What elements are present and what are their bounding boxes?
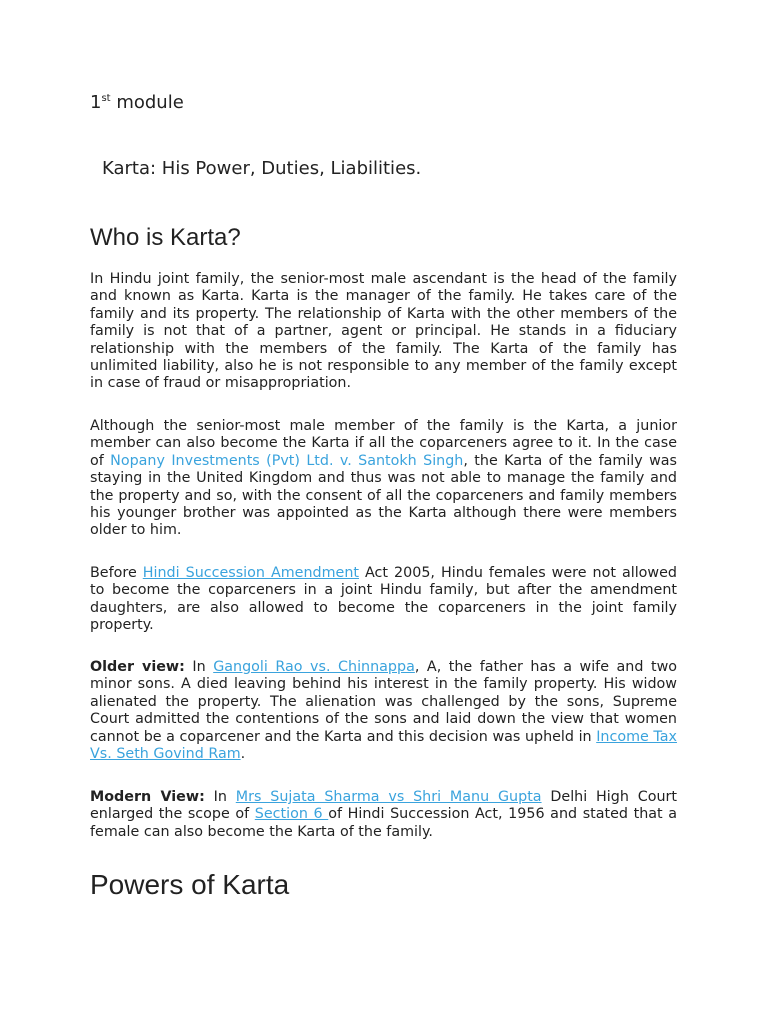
document-subtitle: Karta: His Power, Duties, Liabilities. [102, 158, 422, 179]
modern-view-label: Modern View: [90, 789, 205, 805]
paragraph-older-view: Older view: In Gangoli Rao vs. Chinnappa, A, the father has a wife and two minor sons. A died leaving behind his interest in the family property. His widow alienated the property. The alienation was challenged by the sons, Supreme Court admitted the contentions of the sons and laid down the view that women cannot be a coparcener and the Karta and this decision was upheld in Income Tax Vs. Seth Govind Ram. [90, 659, 678, 763]
section-heading-powers-of-karta: Powers of Karta [90, 869, 290, 900]
link-hindi-succession-amendment[interactable]: Hindi Succession Amendment [142, 565, 359, 581]
case-link-nopany-investments[interactable]: Nopany Investments (Pvt) Ltd. v. Santokh Singh [110, 452, 464, 469]
paragraph-modern-view: Modern View: In Mrs Sujata Sharma vs Shri Manu Gupta Delhi High Court enlarged the scope of Section 6 of Hindi Succession Act, 1956 and stated that a female can also become the Karta of the family. [90, 789, 678, 840]
module-title [90, 92, 184, 113]
link-section-6[interactable]: Section 6 [254, 806, 329, 823]
older-view-label: Older view: [90, 659, 185, 675]
case-link-income-tax-seth-govind-ram[interactable]: Income Tax Vs. Seth Govind Ram [90, 728, 677, 763]
module-ordinal-suffix: st [101, 93, 111, 104]
module-number: 1 [90, 92, 102, 113]
paragraph-junior-karta: Although the senior-most male member of the family is the Karta, a junior member can also become the Karta if all the coparceners agree to it. In the case of Nopany Investments (Pvt) Ltd. v. Santokh Singh, the Karta of the family was staying in the United Kingdom and thus was not able to manage the family and the property and so, with the consent of all the coparceners and family members his younger brother was appointed as the Karta although there were members older to him. [90, 418, 677, 539]
case-link-sujata-sharma[interactable]: Mrs Sujata Sharma vs Shri Manu Gupta [235, 789, 542, 805]
section-heading-who-is-karta: Who is Karta? [90, 224, 241, 251]
paragraph-amendment: Before Hindi Succession Amendment Act 2005, Hindu females were not allowed to become the coparceners in a joint Hindu family, but after the amendment daughters, are also allowed to become the coparceners in the joint family property. [90, 565, 677, 634]
paragraph-definition: In Hindu joint family, the senior-most male ascendant is the head of the family and known as Karta. Karta is the manager of the family. He takes care of the family and its property. The relationship of Karta with the other members of the family is not that of a partner, agent or principal. He stands in a fiduciary relationship with the members of the family. The Karta of the family has unlimited liability, also he is not responsible to any member of the family except in case of fraud or misappropriation. [90, 271, 677, 392]
module-word: module [110, 92, 184, 113]
case-link-gangoli-rao[interactable]: Gangoli Rao vs. Chinnappa [213, 659, 415, 675]
